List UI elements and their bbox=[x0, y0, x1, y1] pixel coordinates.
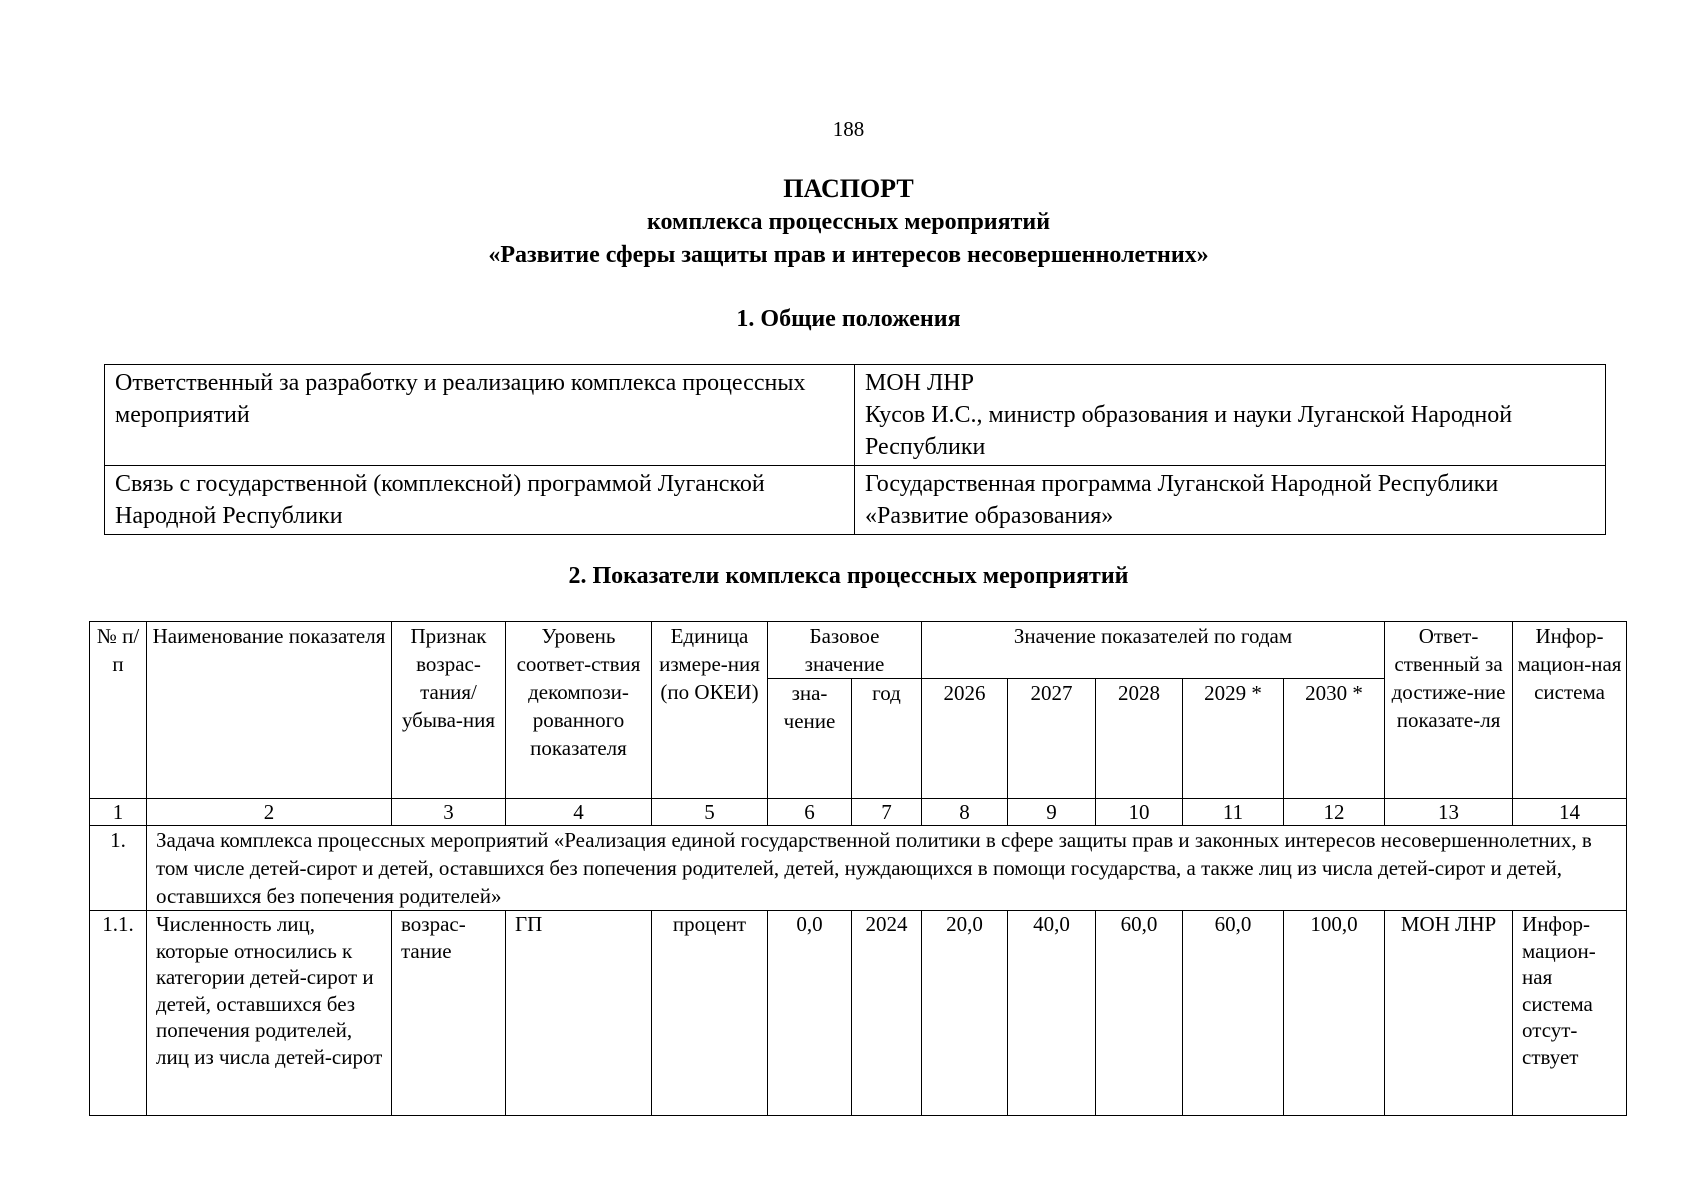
column-number: 7 bbox=[852, 799, 922, 826]
table-row bbox=[105, 466, 1606, 535]
document-title bbox=[0, 172, 1697, 272]
column-number: 11 bbox=[1183, 799, 1284, 826]
program-link-value: Государственная программа Луганской Народной Республики «Развитие образования» bbox=[865, 471, 1499, 529]
responsible-person: Кусов И.С., министр образования и науки Луганской Народной Республики bbox=[865, 402, 1513, 460]
header-num: № п/п bbox=[90, 622, 147, 799]
column-number: 10 bbox=[1096, 799, 1183, 826]
title-line-1: ПАСПОРТ bbox=[783, 174, 914, 203]
column-number: 14 bbox=[1513, 799, 1627, 826]
general-value-cell bbox=[855, 466, 1606, 535]
column-number: 9 bbox=[1008, 799, 1096, 826]
title-line-2: комплекса процессных мероприятий bbox=[646, 209, 1051, 235]
row-value-2030: 100,0 bbox=[1284, 911, 1385, 1116]
row-value-2027: 40,0 bbox=[1008, 911, 1096, 1116]
row-responsible: МОН ЛНР bbox=[1385, 911, 1513, 1116]
responsible-label: Ответственный за разработку и реализацию комплекса процессных мероприятий bbox=[115, 370, 806, 428]
general-label-cell bbox=[105, 466, 855, 535]
header-base: Базовое значение bbox=[768, 622, 922, 679]
row-level: ГП bbox=[506, 911, 652, 1116]
header-responsible: Ответ-ственный за достиже-ние показате-ля bbox=[1385, 622, 1513, 799]
header-year-2029: 2029 * bbox=[1183, 679, 1284, 799]
row-base-year: 2024 bbox=[852, 911, 922, 1116]
column-number: 2 bbox=[147, 799, 392, 826]
table-row bbox=[90, 911, 1627, 1116]
task-text: Задача комплекса процессных мероприятий «Реализация единой государственной политики в сфере защиты прав и законных интересов несовершеннолетних, в том числе детей-сирот и детей, оставшихся без попечения родителей, детей, нуждающихся в помощи государства, а также лиц из числа детей-сирот и детей, оставшихся без попечения родителей» bbox=[147, 826, 1627, 911]
general-label-cell bbox=[105, 365, 855, 466]
column-number: 13 bbox=[1385, 799, 1513, 826]
header-sign: Признак возрас-тания/ убыва-ния bbox=[392, 622, 506, 799]
row-value-2028: 60,0 bbox=[1096, 911, 1183, 1116]
indicators-table bbox=[89, 621, 1627, 1116]
row-value-2029: 60,0 bbox=[1183, 911, 1284, 1116]
task-num: 1. bbox=[90, 826, 147, 911]
row-sign: возрас-тание bbox=[392, 911, 506, 1116]
page-number: 188 bbox=[832, 117, 865, 141]
title-line-3: «Развитие сферы защиты прав и интересов несовершеннолетних» bbox=[488, 242, 1209, 268]
header-name: Наименование показателя bbox=[147, 622, 392, 799]
column-number: 1 bbox=[90, 799, 147, 826]
row-num: 1.1. bbox=[90, 911, 147, 1116]
header-year-2026: 2026 bbox=[922, 679, 1008, 799]
column-number: 12 bbox=[1284, 799, 1385, 826]
row-value-2026: 20,0 bbox=[922, 911, 1008, 1116]
column-numbers-row bbox=[90, 799, 1627, 826]
section-1-heading: 1. Общие положения bbox=[736, 306, 961, 332]
header-row-1 bbox=[90, 622, 1627, 679]
table-row bbox=[105, 365, 1606, 466]
header-base-value: зна-чение bbox=[768, 679, 852, 799]
column-number: 3 bbox=[392, 799, 506, 826]
row-unit: процент bbox=[652, 911, 768, 1116]
column-number: 6 bbox=[768, 799, 852, 826]
row-base-value: 0,0 bbox=[768, 911, 852, 1116]
responsible-org: МОН ЛНР bbox=[865, 370, 974, 396]
program-link-label: Связь с государственной (комплексной) программой Луганской Народной Республики bbox=[115, 471, 765, 529]
header-base-year: год bbox=[852, 679, 922, 799]
task-row bbox=[90, 826, 1627, 911]
header-unit: Единица измере-ния (по ОКЕИ) bbox=[652, 622, 768, 799]
header-info-system: Инфор-мацион-ная система bbox=[1513, 622, 1627, 799]
header-year-2027: 2027 bbox=[1008, 679, 1096, 799]
header-level: Уровень соответ-ствия декомпози-рованного показателя bbox=[506, 622, 652, 799]
header-values-by-year: Значение показателей по годам bbox=[922, 622, 1385, 679]
header-year-2028: 2028 bbox=[1096, 679, 1183, 799]
header-year-2030: 2030 * bbox=[1284, 679, 1385, 799]
column-number: 8 bbox=[922, 799, 1008, 826]
row-info-system: Инфор-мацион-ная система отсут-ствует bbox=[1513, 911, 1627, 1116]
column-number: 5 bbox=[652, 799, 768, 826]
column-number: 4 bbox=[506, 799, 652, 826]
section-2-heading: 2. Показатели комплекса процессных мероприятий bbox=[568, 563, 1129, 589]
general-value-cell bbox=[855, 365, 1606, 466]
general-provisions-table bbox=[104, 364, 1606, 535]
row-name: Численность лиц, которые относились к категории детей-сирот и детей, оставшихся без попечения родителей, лиц из числа детей-сирот bbox=[147, 911, 392, 1116]
